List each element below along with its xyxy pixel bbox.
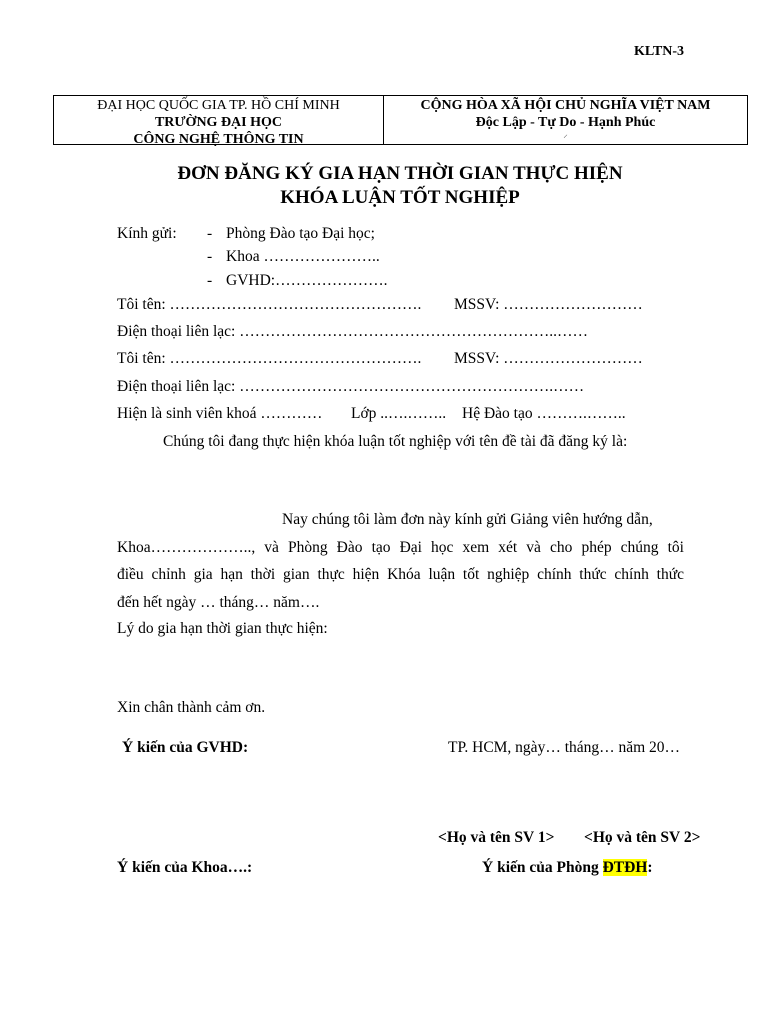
body-line: Khoa……………….., và Phòng Đào tạo Đại học xem xét và cho phép chúng tôi bbox=[117, 539, 684, 556]
recipient-item: Khoa ………………….. bbox=[226, 248, 380, 265]
form-code: KLTN-3 bbox=[633, 44, 684, 59]
header-motto: Độc Lập - Tự Do - Hạnh Phúc bbox=[475, 115, 656, 130]
class-field: Lớp ..….…….. bbox=[351, 405, 447, 422]
khoa-opinion-label: Ý kiến của Khoa….: bbox=[117, 859, 253, 876]
body-line: Nay chúng tôi làm đơn này kính gửi Giảng viên hướng dẫn, bbox=[282, 511, 653, 528]
header-school: TRƯỜNG ĐẠI HỌC bbox=[154, 115, 283, 130]
dtdh-opinion-label bbox=[482, 859, 653, 877]
header-faculty: CÔNG NGHỆ THÔNG TIN bbox=[133, 132, 304, 147]
reason-label: Lý do gia hạn thời gian thực hiện: bbox=[117, 620, 328, 637]
header-university: ĐẠI HỌC QUỐC GIA TP. HỒ CHÍ MINH bbox=[97, 98, 340, 113]
header-motto-cell bbox=[384, 96, 747, 144]
page-title-line1: ĐƠN ĐĂNG KÝ GIA HẠN THỜI GIAN THỰC HIỆN bbox=[177, 163, 623, 184]
dtdh-opinion-prefix: Ý kiến của Phòng bbox=[482, 859, 599, 876]
student1-mssv-field: MSSV: ……………………… bbox=[454, 296, 643, 313]
course-field: Hiện là sinh viên khoá ………… bbox=[117, 405, 323, 422]
place-date: TP. HCM, ngày… tháng… năm 20… bbox=[448, 739, 681, 756]
dtdh-opinion-suffix: : bbox=[647, 859, 653, 876]
gvhd-opinion-label: Ý kiến của GVHD: bbox=[122, 739, 249, 756]
student1-name-field: Tôi tên: …………………………………………. bbox=[117, 296, 422, 313]
recipient-item: Phòng Đào tạo Đại học; bbox=[226, 225, 375, 242]
student2-name-field: Tôi tên: …………………………………………. bbox=[117, 350, 422, 367]
topic-statement: Chúng tôi đang thực hiện khóa luận tốt nghiệp với tên đề tài đã đăng ký là: bbox=[163, 433, 628, 450]
student2-phone-field: Điện thoại liên lạc: …………………………………………………….…… bbox=[117, 378, 585, 395]
page-title-line2: KHÓA LUẬN TỐT NGHIỆP bbox=[280, 187, 520, 208]
header-underline-mark: ⸍ bbox=[563, 133, 568, 143]
dtdh-highlight: ĐTĐH bbox=[602, 859, 648, 876]
recipient-dash: - bbox=[207, 225, 213, 242]
student2-signature-label: <Họ và tên SV 2> bbox=[584, 829, 701, 846]
student1-signature-label: <Họ và tên SV 1> bbox=[438, 829, 555, 846]
body-line: đến hết ngày … tháng… năm…. bbox=[117, 594, 320, 611]
header-country: CỘNG HÒA XÃ HỘI CHỦ NGHĨA VIỆT NAM bbox=[420, 98, 711, 113]
program-field: Hệ Đào tạo ……….…….. bbox=[462, 405, 626, 422]
student1-phone-field: Điện thoại liên lạc: ……………………………………………………..…… bbox=[117, 323, 588, 340]
header-institution bbox=[54, 96, 384, 147]
recipient-dash: - bbox=[207, 272, 213, 289]
body-line: điều chỉnh gia hạn thời gian thực hiện Khóa luận tốt nghiệp chính thức chính thức bbox=[117, 566, 684, 583]
student2-mssv-field: MSSV: ……………………… bbox=[454, 350, 643, 367]
thanks-text: Xin chân thành cảm ơn. bbox=[117, 699, 266, 716]
recipients-label: Kính gửi: bbox=[117, 225, 177, 242]
recipient-item: GVHD:…………………. bbox=[226, 272, 388, 289]
header-table bbox=[53, 95, 748, 145]
recipient-dash: - bbox=[207, 248, 213, 265]
